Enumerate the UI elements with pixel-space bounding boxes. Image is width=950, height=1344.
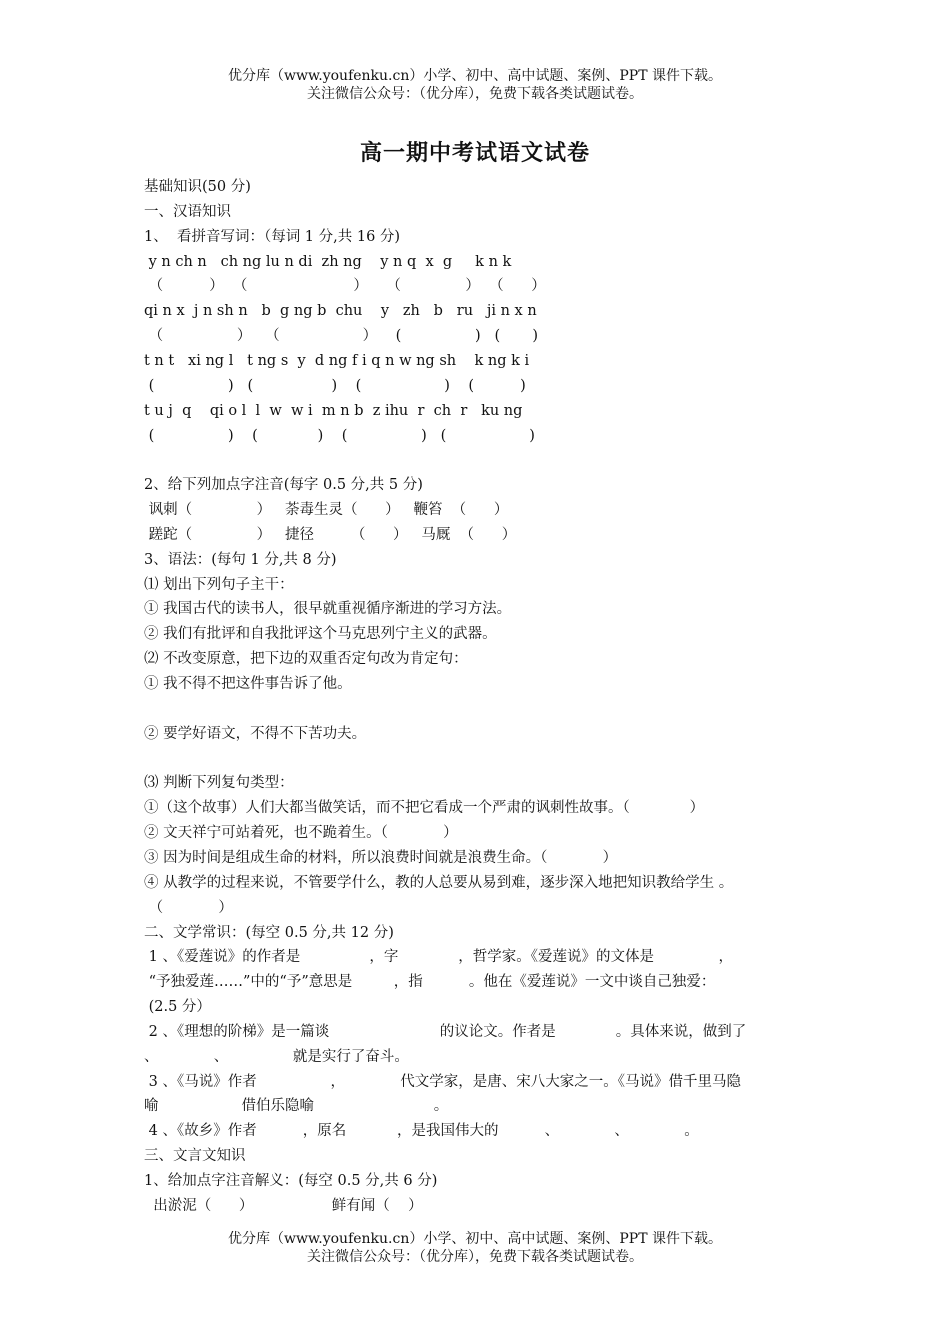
text-line: t u j q qi o l l w w i m n b z ihu r ch r ku ng	[144, 403, 523, 419]
text-line: ③ 因为时间是组成生命的材料，所以浪费时间就是浪费生命。（ ）	[144, 850, 618, 866]
header-line-1: 优分库（www.youfenku.cn）小学、初中、高中试题、案例、PPT 课件下载。	[227, 68, 722, 84]
text-line: （ ）	[144, 900, 233, 916]
text-line: 喻 借伯乐隐喻 。	[144, 1098, 449, 1114]
text-line: ①（这个故事）人们大都当做笑话，而不把它看成一个严肃的讽刺性故事。（ ）	[144, 800, 705, 816]
text-line: （ ） （ ） （ ） （ ）	[144, 278, 546, 294]
text-line: ① 我国古代的读书人，很早就重视循序渐进的学习方法。	[144, 601, 512, 617]
text-line: ( ) ( ) ( ) ( )	[144, 428, 535, 444]
text-line: qi n x j n sh n b g ng b chu y zh b ru ji n x n	[144, 303, 537, 319]
text-line: ⑶ 判断下列复句类型：	[144, 775, 294, 791]
text-line: 2、给下列加点字注音(每字 0.5 分,共 5 分)	[144, 477, 423, 493]
footer-line-1: 优分库（www.youfenku.cn）小学、初中、高中试题、案例、PPT 课件下载。	[227, 1231, 722, 1247]
text-line: ④ 从教学的过程来说，不管要学什么，教的人总要从易到难，逐步深入地把知识教给学生 。	[144, 875, 734, 891]
text-line: 三、文言文知识	[144, 1148, 246, 1164]
text-line: ⑵ 不改变原意，把下边的双重否定句改为肯定句：	[144, 651, 468, 667]
text-line: ( ) ( ) ( ) ( )	[144, 378, 526, 394]
text-line: ② 文天祥宁可站着死，也不跪着生。（ ）	[144, 825, 458, 841]
text-line: 蹉跎（ ） 捷径 （ ） 马厩 （ ）	[144, 527, 517, 543]
text-line: t n t xi ng l t ng s y d ng f i q n w ng sh k ng k i	[144, 353, 530, 369]
text-line: 、 、 就是实行了奋斗。	[144, 1049, 409, 1065]
text-line: 3 、《马说》作者 ， 代文学家，是唐、宋八大家之一。《马说》借千里马隐	[144, 1074, 741, 1090]
page-title: 高一期中考试语文试卷	[359, 140, 590, 166]
text-line: 二、文学常识：(每空 0.5 分,共 12 分)	[144, 925, 394, 941]
text-line: 4 、《故乡》作者 ，原名 ，是我国伟大的 、 、 。	[144, 1123, 699, 1139]
text-line: 出淤泥（ ） 鲜有闻（ ）	[144, 1198, 423, 1214]
footer-line-2: 关注微信公众号：（优分库），免费下载各类试题试卷。	[307, 1249, 643, 1265]
text-line: 1 、《爱莲说》的作者是 ，字 ，哲学家。《爱莲说》的文体是 ，	[144, 949, 734, 965]
text-line: 基础知识(50 分)	[144, 179, 251, 195]
text-line: ② 要学好语文，不得不下苦功夫。	[144, 726, 367, 742]
text-line: 讽刺（ ） 荼毒生灵（ ） 鞭笞 （ ）	[144, 502, 509, 518]
text-line: 一、汉语知识	[144, 204, 231, 220]
text-line: 2 、《理想的阶梯》是一篇谈 的议论文。作者是 。具体来说，做到了	[144, 1024, 747, 1040]
text-line: ① 我不得不把这件事告诉了他。	[144, 676, 352, 692]
text-line: ⑴ 划出下列句子主干：	[144, 577, 294, 593]
text-line: y n ch n ch ng lu n di zh ng y n q x g k n k	[144, 254, 512, 270]
text-line: （ ） （ ） ( ) ( )	[144, 328, 539, 344]
text-line: 1、 看拼音写词：（每词 1 分,共 16 分)	[144, 229, 401, 245]
text-line: 1、给加点字注音解义：(每空 0.5 分,共 6 分)	[144, 1173, 438, 1189]
text-line: ② 我们有批评和自我批评这个马克思列宁主义的武器。	[144, 626, 497, 642]
header-line-2: 关注微信公众号：（优分库），免费下载各类试题试卷。	[307, 86, 643, 102]
text-line: “予独爱莲……”中的“予”意思是 ，指 。他在《爱莲说》一文中谈自己独爱：	[144, 974, 716, 990]
text-line: (2.5 分）	[144, 999, 211, 1015]
text-line: 3、语法：(每句 1 分,共 8 分)	[144, 552, 337, 568]
